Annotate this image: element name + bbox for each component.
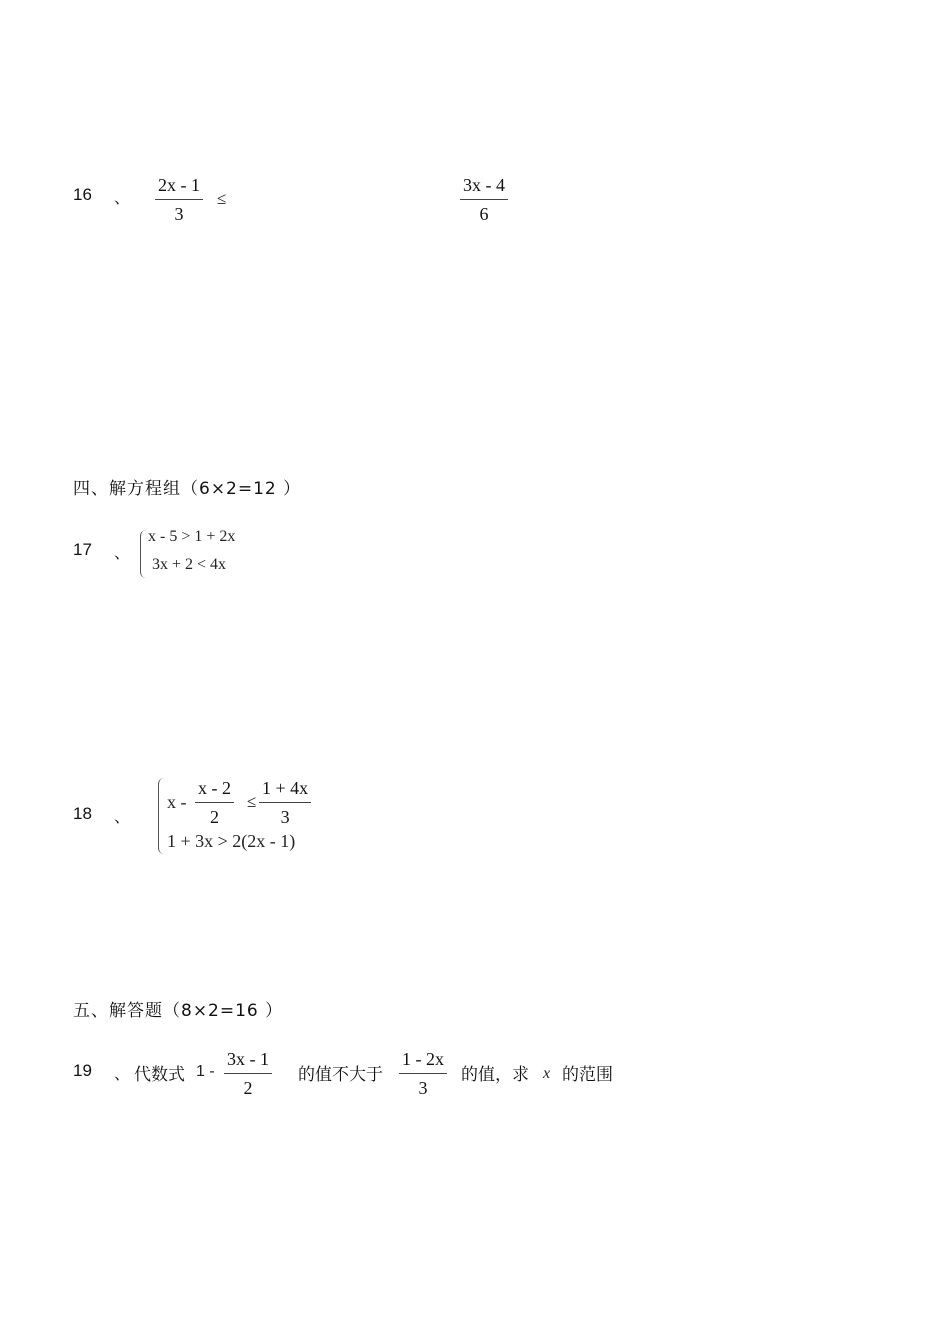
separator: 、	[114, 543, 131, 562]
fraction-2	[399, 1049, 447, 1099]
fraction-bar	[155, 199, 203, 200]
fraction-left	[195, 778, 234, 828]
inequality-sign: ≤	[217, 189, 227, 208]
text-segment-2: 的值不大于	[298, 1065, 383, 1085]
system-brace	[158, 778, 165, 854]
fraction-rhs	[460, 175, 508, 225]
denominator: 2	[243, 1078, 253, 1098]
question-number: 16	[73, 185, 92, 204]
fraction-bar	[224, 1073, 272, 1074]
text-segment-4: 的范围	[562, 1065, 613, 1085]
fraction-bar	[259, 802, 311, 803]
fraction-bar	[399, 1073, 447, 1074]
fraction-1	[224, 1049, 272, 1099]
section-heading-5: 五、解答题（8×2=16 ）	[73, 1001, 284, 1021]
separator: 、	[114, 188, 131, 207]
numerator: 1 - 2x	[402, 1049, 444, 1069]
variable-x: x	[543, 1065, 551, 1082]
fraction-lhs	[155, 175, 203, 225]
numerator: 1 + 4x	[262, 778, 309, 798]
fraction-right	[259, 778, 311, 828]
numerator: 3x - 4	[463, 175, 505, 195]
denominator: 3	[174, 204, 184, 224]
denominator: 3	[280, 807, 290, 827]
section-heading-4: 四、解方程组（6×2=12 ）	[73, 479, 302, 499]
numerator: 3x - 1	[227, 1049, 269, 1069]
text-segment-3: 的值，求	[461, 1065, 529, 1085]
denominator: 2	[210, 807, 219, 827]
inequality-sign: ≤	[247, 792, 257, 811]
question-number: 17	[73, 540, 92, 559]
fraction-bar	[195, 802, 234, 803]
separator: 、	[114, 807, 131, 826]
question-number: 19	[73, 1061, 92, 1080]
numerator: x - 2	[198, 778, 231, 798]
equation-line-1: x - 5 > 1 + 2x	[148, 528, 236, 545]
question-number: 18	[73, 804, 92, 823]
text-segment-1: 代数式	[134, 1065, 185, 1085]
numerator: 2x - 1	[158, 175, 200, 195]
denominator: 3	[418, 1078, 428, 1098]
equation-line-2: 1 + 3x > 2(2x - 1)	[167, 831, 296, 851]
expr-prefix: 1 -	[196, 1063, 215, 1080]
system-brace	[140, 530, 147, 578]
fraction-bar	[460, 199, 508, 200]
equation-line-2: 3x + 2 < 4x	[152, 556, 227, 573]
denominator: 6	[479, 204, 489, 224]
line1-prefix: x -	[167, 792, 187, 812]
separator: 、	[114, 1064, 131, 1083]
